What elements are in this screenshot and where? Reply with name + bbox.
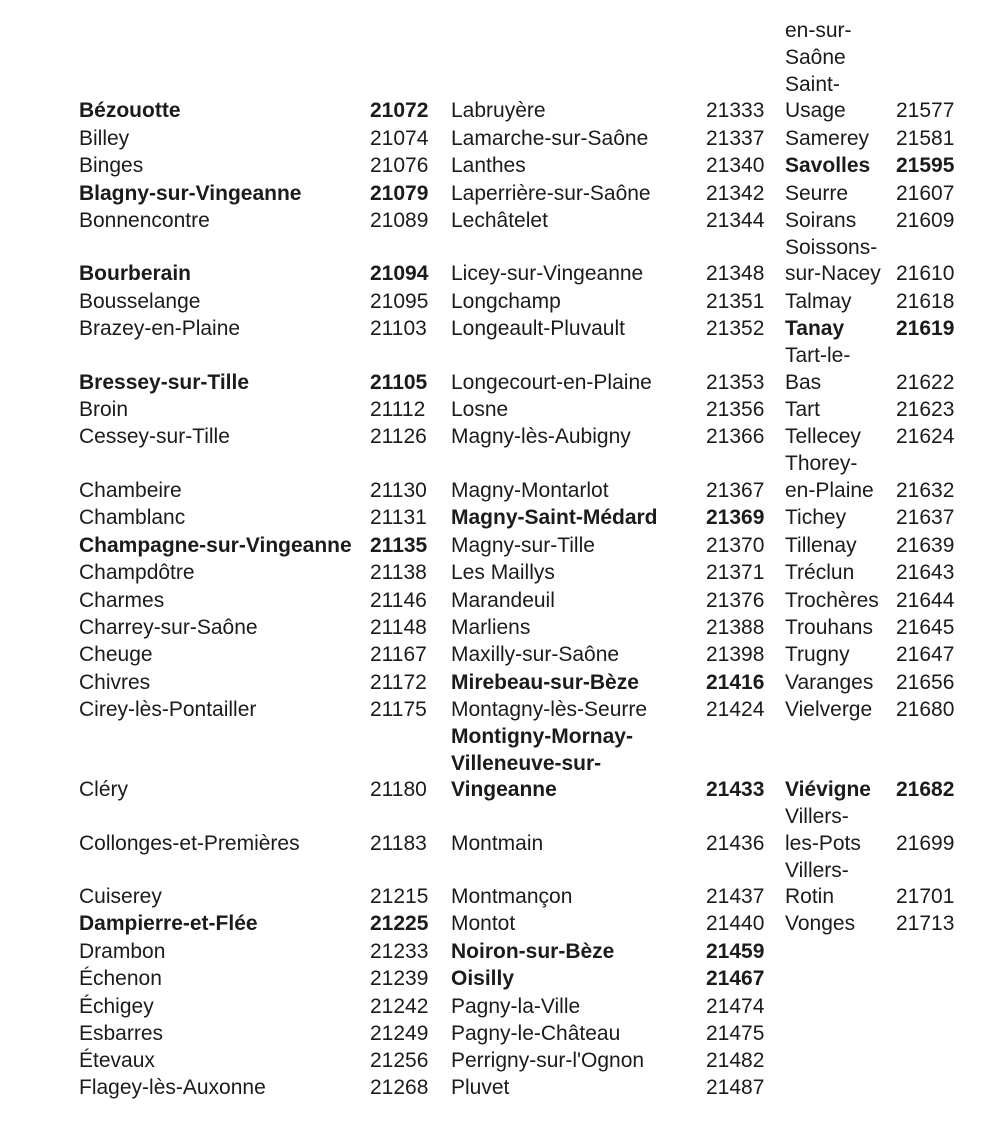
commune-code: 21376 bbox=[706, 589, 765, 612]
commune-name: Chambeire bbox=[79, 479, 182, 502]
commune-name: Trouhans bbox=[785, 616, 873, 639]
commune-code: 21342 bbox=[706, 182, 765, 205]
commune-code: 21079 bbox=[370, 182, 429, 205]
commune-name: Vielverge bbox=[785, 698, 873, 721]
commune-name: Lanthes bbox=[451, 154, 526, 177]
commune-code: 21624 bbox=[896, 425, 955, 448]
commune-name: Montmain bbox=[451, 832, 544, 855]
commune-name: Licey-sur-Vingeanne bbox=[451, 262, 644, 285]
commune-name: Perrigny-sur-l'Ognon bbox=[451, 1049, 645, 1072]
commune-name: Broin bbox=[79, 398, 129, 421]
commune-code: 21138 bbox=[370, 561, 427, 584]
commune-code: 21095 bbox=[370, 290, 429, 313]
commune-name: Étevaux bbox=[79, 1049, 155, 1072]
commune-code: 21076 bbox=[370, 154, 429, 177]
commune-name: Tillenay bbox=[785, 534, 857, 557]
commune-name: Bressey-sur-Tille bbox=[79, 371, 250, 394]
commune-name: Cléry bbox=[79, 778, 129, 801]
commune-code: 21609 bbox=[896, 209, 955, 232]
commune-name: Bourberain bbox=[79, 262, 192, 285]
commune-name: Soirans bbox=[785, 209, 857, 232]
commune-name: Les Maillys bbox=[451, 561, 555, 584]
commune-name: Champdôtre bbox=[79, 561, 195, 584]
commune-code: 21148 bbox=[370, 616, 427, 639]
commune-name: Trochères bbox=[785, 589, 879, 612]
commune-name: les-Pots bbox=[785, 832, 861, 855]
commune-name: en-sur- bbox=[785, 19, 852, 42]
commune-code: 21366 bbox=[706, 425, 765, 448]
commune-name: Rotin bbox=[785, 885, 835, 908]
commune-code: 21337 bbox=[706, 127, 765, 150]
commune-name: Magny-Saint-Médard bbox=[451, 506, 658, 529]
commune-code: 21089 bbox=[370, 209, 429, 232]
commune-name: Esbarres bbox=[79, 1022, 164, 1045]
commune-code: 21699 bbox=[896, 832, 955, 855]
commune-name: Montot bbox=[451, 912, 516, 935]
commune-name: Charrey-sur-Saône bbox=[79, 616, 258, 639]
commune-name: Drambon bbox=[79, 940, 166, 963]
commune-name: Laperrière-sur-Saône bbox=[451, 182, 651, 205]
commune-code: 21618 bbox=[896, 290, 955, 313]
commune-code: 21180 bbox=[370, 778, 427, 801]
commune-code: 21619 bbox=[896, 317, 955, 340]
commune-code: 21351 bbox=[706, 290, 765, 313]
commune-code: 21682 bbox=[896, 778, 955, 801]
commune-name: Tart bbox=[785, 398, 821, 421]
commune-name: Montigny-Mornay- bbox=[451, 725, 633, 748]
commune-name: Pluvet bbox=[451, 1076, 510, 1099]
commune-name: Talmay bbox=[785, 290, 852, 313]
commune-code: 21353 bbox=[706, 371, 765, 394]
commune-code: 21074 bbox=[370, 127, 429, 150]
commune-name: Pagny-le-Château bbox=[451, 1022, 621, 1045]
commune-name: Échenon bbox=[79, 967, 162, 990]
commune-code: 21233 bbox=[370, 940, 429, 963]
commune-code: 21581 bbox=[896, 127, 955, 150]
commune-code: 21370 bbox=[706, 534, 765, 557]
commune-name: Bas bbox=[785, 371, 822, 394]
commune-name: Chivres bbox=[79, 671, 151, 694]
commune-name: Cuiserey bbox=[79, 885, 162, 908]
commune-code: 21175 bbox=[370, 698, 427, 721]
commune-code: 21146 bbox=[370, 589, 427, 612]
commune-name: sur-Nacey bbox=[785, 262, 881, 285]
commune-code: 21072 bbox=[370, 99, 429, 122]
commune-code: 21595 bbox=[896, 154, 955, 177]
commune-code: 21215 bbox=[370, 885, 429, 908]
commune-code: 21424 bbox=[706, 698, 765, 721]
commune-name: Charmes bbox=[79, 589, 165, 612]
commune-name: Champagne-sur-Vingeanne bbox=[79, 534, 352, 557]
commune-name: Villers- bbox=[785, 805, 849, 828]
commune-name: Collonges-et-Premières bbox=[79, 832, 300, 855]
commune-code: 21256 bbox=[370, 1049, 429, 1072]
commune-code: 21105 bbox=[370, 371, 428, 394]
commune-name: Vingeanne bbox=[451, 778, 557, 801]
commune-code: 21126 bbox=[370, 425, 427, 448]
commune-name: Maxilly-sur-Saône bbox=[451, 643, 620, 666]
commune-name: Thorey- bbox=[785, 452, 858, 475]
commune-name: Soissons- bbox=[785, 236, 878, 259]
commune-code: 21482 bbox=[706, 1049, 765, 1072]
commune-name: Vonges bbox=[785, 912, 856, 935]
commune-name: Cessey-sur-Tille bbox=[79, 425, 230, 448]
commune-name: Billey bbox=[79, 127, 130, 150]
commune-code: 21437 bbox=[706, 885, 765, 908]
commune-code: 21249 bbox=[370, 1022, 429, 1045]
commune-code: 21356 bbox=[706, 398, 765, 421]
commune-code: 21643 bbox=[896, 561, 955, 584]
commune-name: Tellecey bbox=[785, 425, 861, 448]
commune-name: Longecourt-en-Plaine bbox=[451, 371, 652, 394]
commune-code: 21167 bbox=[370, 643, 427, 666]
commune-name: Noiron-sur-Bèze bbox=[451, 940, 615, 963]
commune-name: Lamarche-sur-Saône bbox=[451, 127, 649, 150]
commune-code: 21340 bbox=[706, 154, 765, 177]
commune-name: Tart-le- bbox=[785, 344, 851, 367]
commune-name: en-Plaine bbox=[785, 479, 874, 502]
commune-name: Flagey-lès-Auxonne bbox=[79, 1076, 266, 1099]
commune-name: Magny-lès-Aubigny bbox=[451, 425, 631, 448]
commune-name: Mirebeau-sur-Bèze bbox=[451, 671, 639, 694]
commune-name: Cheuge bbox=[79, 643, 153, 666]
commune-name: Saône bbox=[785, 46, 846, 69]
commune-code: 21268 bbox=[370, 1076, 429, 1099]
commune-name: Montagny-lès-Seurre bbox=[451, 698, 648, 721]
commune-name: Chamblanc bbox=[79, 506, 186, 529]
commune-code: 21369 bbox=[706, 506, 765, 529]
commune-name: Bousselange bbox=[79, 290, 201, 313]
commune-code: 21645 bbox=[896, 616, 955, 639]
commune-code: 21656 bbox=[896, 671, 955, 694]
commune-name: Longchamp bbox=[451, 290, 561, 313]
commune-name: Saint- bbox=[785, 73, 840, 96]
commune-name: Bonnencontre bbox=[79, 209, 210, 232]
commune-code: 21713 bbox=[896, 912, 955, 935]
commune-code: 21225 bbox=[370, 912, 429, 935]
commune-name: Varanges bbox=[785, 671, 874, 694]
commune-code: 21344 bbox=[706, 209, 765, 232]
commune-code: 21103 bbox=[370, 317, 427, 340]
commune-code: 21352 bbox=[706, 317, 765, 340]
commune-name: Tanay bbox=[785, 317, 845, 340]
commune-name: Labruyère bbox=[451, 99, 546, 122]
commune-name: Brazey-en-Plaine bbox=[79, 317, 241, 340]
commune-name: Trugny bbox=[785, 643, 850, 666]
commune-code: 21242 bbox=[370, 995, 429, 1018]
commune-code: 21639 bbox=[896, 534, 955, 557]
commune-name: Usage bbox=[785, 99, 846, 122]
commune-name: Marliens bbox=[451, 616, 531, 639]
commune-name: Tréclun bbox=[785, 561, 855, 584]
commune-name: Losne bbox=[451, 398, 509, 421]
commune-code: 21416 bbox=[706, 671, 765, 694]
commune-name: Binges bbox=[79, 154, 144, 177]
commune-code: 21475 bbox=[706, 1022, 765, 1045]
commune-code: 21112 bbox=[370, 398, 426, 421]
commune-code: 21680 bbox=[896, 698, 955, 721]
commune-name: Villers- bbox=[785, 859, 849, 882]
commune-code: 21172 bbox=[370, 671, 427, 694]
commune-name: Viévigne bbox=[785, 778, 871, 801]
commune-code: 21440 bbox=[706, 912, 765, 935]
commune-name: Cirey-lès-Pontailler bbox=[79, 698, 257, 721]
commune-name: Longeault-Pluvault bbox=[451, 317, 625, 340]
commune-name: Seurre bbox=[785, 182, 849, 205]
commune-name: Samerey bbox=[785, 127, 870, 150]
commune-code: 21183 bbox=[370, 832, 427, 855]
commune-code: 21130 bbox=[370, 479, 427, 502]
commune-code: 21622 bbox=[896, 371, 955, 394]
commune-code: 21607 bbox=[896, 182, 955, 205]
commune-name: Marandeuil bbox=[451, 589, 555, 612]
commune-code: 21647 bbox=[896, 643, 955, 666]
commune-code: 21467 bbox=[706, 967, 765, 990]
commune-code: 21239 bbox=[370, 967, 429, 990]
commune-code: 21459 bbox=[706, 940, 765, 963]
commune-code: 21474 bbox=[706, 995, 765, 1018]
commune-name: Dampierre-et-Flée bbox=[79, 912, 258, 935]
commune-name: Magny-Montarlot bbox=[451, 479, 609, 502]
commune-code: 21367 bbox=[706, 479, 765, 502]
commune-name: Villeneuve-sur- bbox=[451, 752, 602, 775]
commune-name: Tichey bbox=[785, 506, 847, 529]
commune-name: Oisilly bbox=[451, 967, 515, 990]
commune-name: Pagny-la-Ville bbox=[451, 995, 581, 1018]
commune-code: 21632 bbox=[896, 479, 955, 502]
commune-code: 21398 bbox=[706, 643, 765, 666]
commune-code: 21094 bbox=[370, 262, 429, 285]
commune-code: 21131 bbox=[370, 506, 427, 529]
commune-name: Bézouotte bbox=[79, 99, 181, 122]
commune-code: 21623 bbox=[896, 398, 955, 421]
commune-code: 21487 bbox=[706, 1076, 765, 1099]
commune-code: 21610 bbox=[896, 262, 955, 285]
commune-code: 21436 bbox=[706, 832, 765, 855]
commune-name: Lechâtelet bbox=[451, 209, 548, 232]
commune-code: 21701 bbox=[896, 885, 955, 908]
commune-code: 21637 bbox=[896, 506, 955, 529]
commune-code: 21135 bbox=[370, 534, 428, 557]
commune-name: Magny-sur-Tille bbox=[451, 534, 595, 557]
commune-code: 21644 bbox=[896, 589, 955, 612]
commune-name: Échigey bbox=[79, 995, 154, 1018]
commune-code: 21371 bbox=[706, 561, 765, 584]
commune-code: 21577 bbox=[896, 99, 955, 122]
commune-code: 21348 bbox=[706, 262, 765, 285]
commune-name: Savolles bbox=[785, 154, 871, 177]
commune-code: 21333 bbox=[706, 99, 765, 122]
commune-code: 21388 bbox=[706, 616, 765, 639]
commune-code: 21433 bbox=[706, 778, 765, 801]
commune-name: Montmançon bbox=[451, 885, 573, 908]
commune-name: Blagny-sur-Vingeanne bbox=[79, 182, 302, 205]
